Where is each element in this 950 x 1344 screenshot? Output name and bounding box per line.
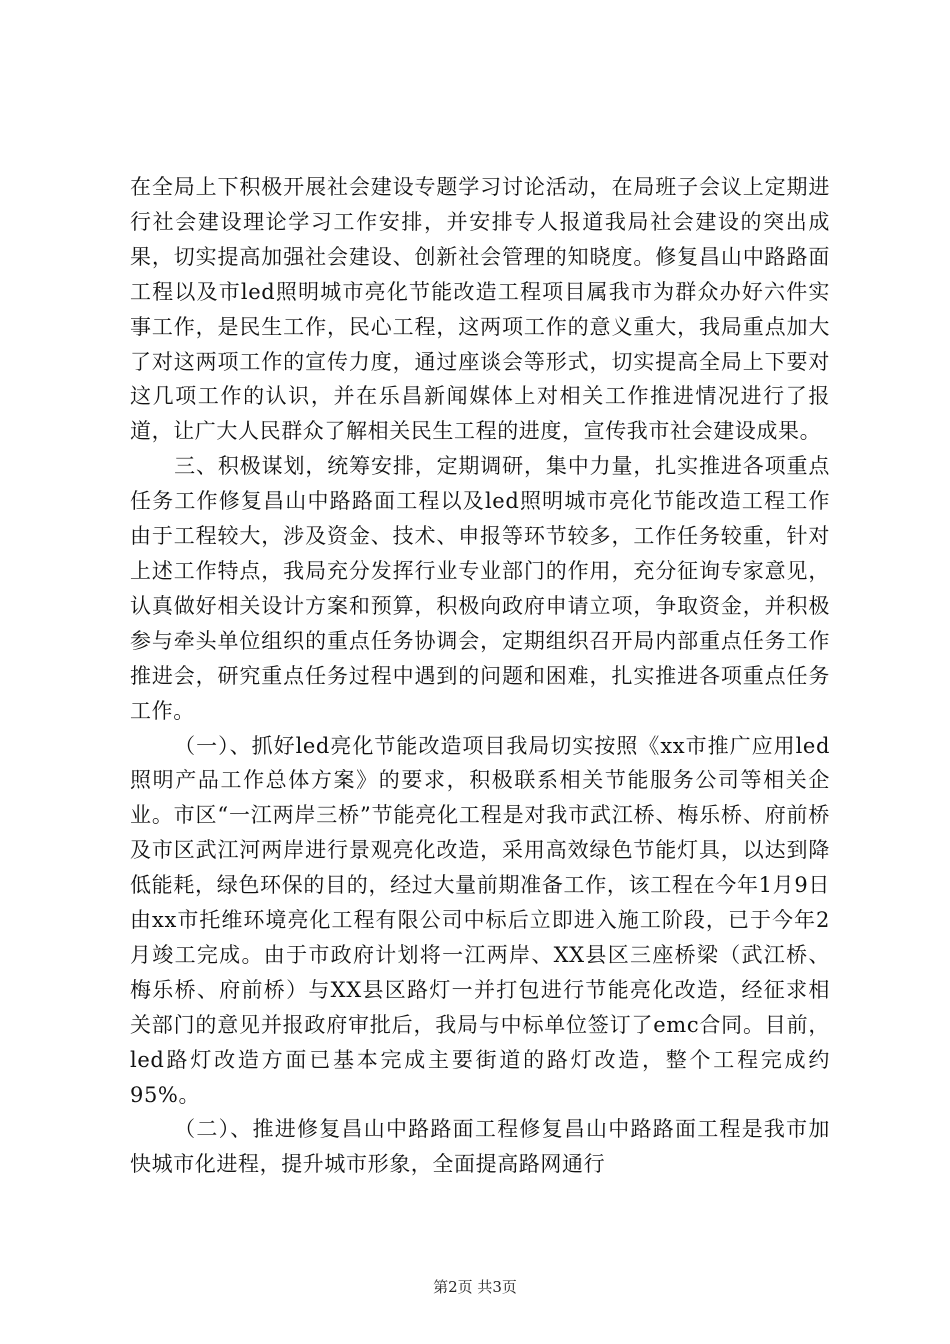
paragraph-changshan-road-repair: （二）、推进修复昌山中路路面工程修复昌山中路路面工程是我市加快城市化进程，提升城市形象，全面提高路网通行: [130, 1117, 830, 1177]
paragraph-section-three-key-tasks: 三、积极谋划，统筹安排，定期调研，集中力量，扎实推进各项重点任务工作修复昌山中路路面工程以及led照明城市亮化节能改造工程工作由于工程较大，涉及资金、技术、申报等环节较多，工作任务较重，针对上述工作特点，我局充分发挥行业专业部门的作用，充分征询专家意见，认真做好相关设计方案和预算，积极向政府申请立项，争取资金，并积极参与牵头单位组织的重点任务协调会，定期组织召开局内部重点任务工作推进会，研究重点任务过程中遇到的问题和困难，扎实推进各项重点任务工作。: [130, 454, 830, 723]
document-body: [130, 170, 830, 1182]
page-number-footer: 第2页 共3页: [433, 1278, 517, 1296]
paragraph-social-construction-publicity: 在全局上下积极开展社会建设专题学习讨论活动，在局班子会议上定期进行社会建设理论学习工作安排，并安排专人报道我局社会建设的突出成果，切实提高加强社会建设、创新社会管理的知晓度。修复昌山中路路面工程以及市led照明城市亮化节能改造工程项目属我市为群众办好六件实事工作，是民生工作，民心工程，这两项工作的意义重大，我局重点加大了对这两项工作的宣传力度，通过座谈会等形式，切实提高全局上下要对这几项工作的认识，并在乐昌新闻媒体上对相关工作推进情况进行了报道，让广大人民群众了解相关民生工程的进度，宣传我市社会建设成果。: [130, 175, 830, 444]
paragraph-led-lighting-project: （一）、抓好led亮化节能改造项目我局切实按照《xx市推广应用led照明产品工作总体方案》的要求，积极联系相关节能服务公司等相关企业。市区“一江两岸三桥”节能亮化工程是对我市武江桥、梅乐桥、府前桥及市区武江河两岸进行景观亮化改造，采用高效绿色节能灯具，以达到降低能耗，绿色环保的目的，经过大量前期准备工作，该工程在今年1月9日由xx市托维环境亮化工程有限公司中标后立即进入施工阶段，已于今年2月竣工完成。由于市政府计划将一江两岸、XX县区三座桥梁（武江桥、梅乐桥、府前桥）与XX县区路灯一并打包进行节能亮化改造，经征求相关部门的意见并报政府审批后，我局与中标单位签订了emc合同。目前，led路灯改造方面已基本完成主要街道的路灯改造，整个工程完成约95%。: [130, 733, 830, 1107]
